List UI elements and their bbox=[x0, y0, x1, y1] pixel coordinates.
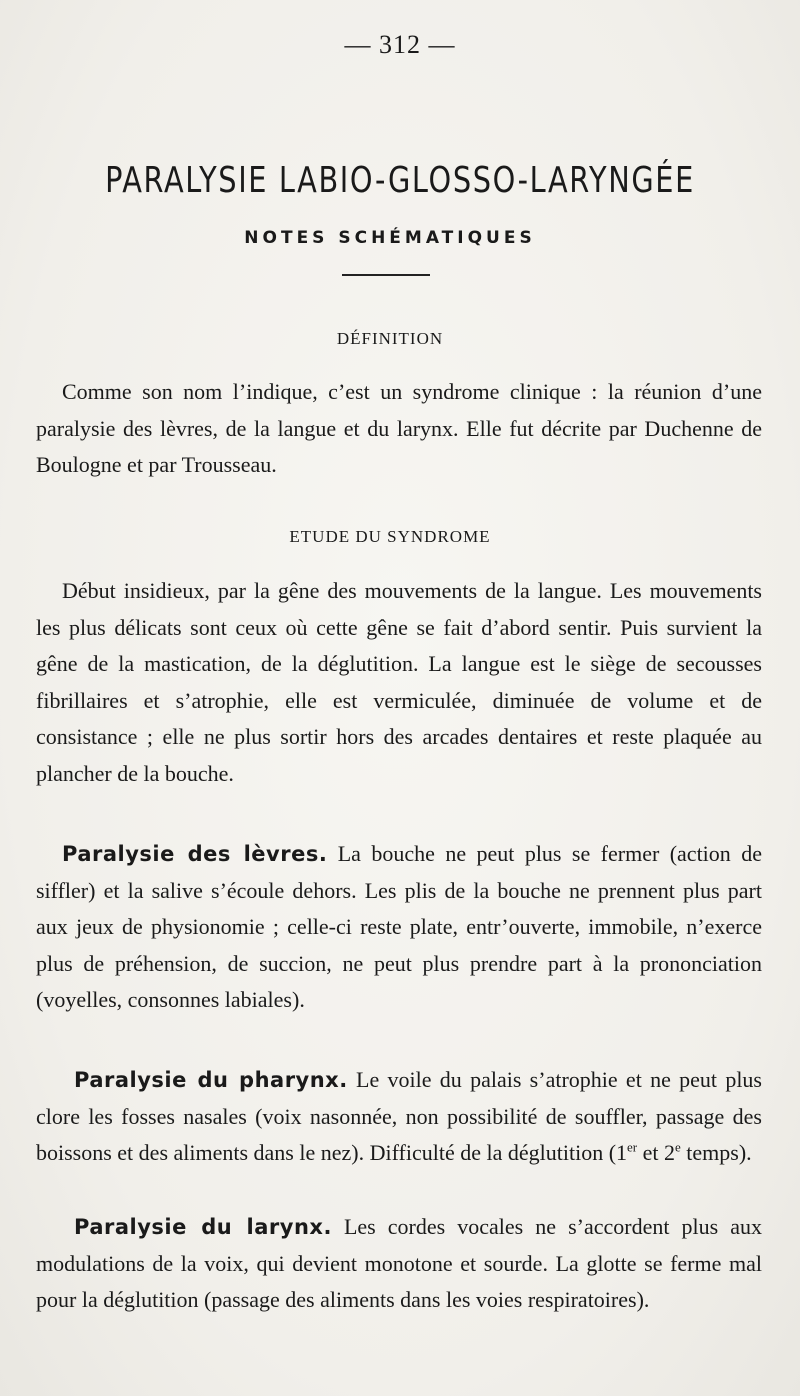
paragraph-pharynx bbox=[36, 1062, 762, 1172]
paragraph-text: temps). bbox=[680, 1140, 752, 1165]
paragraph-lead: Paralysie du larynx. bbox=[74, 1215, 332, 1239]
divider-rule bbox=[342, 274, 430, 276]
paragraph-text: Le voile du palais s’atrophie et ne peut plus clore les fosses nasales (voix nasonnée, non possibilité de souffler, passage des boissons et des aliments dans le nez). Difficulté de la déglutition ( bbox=[36, 1067, 762, 1165]
paragraph-text: Les cordes vocales ne s’accordent plus aux modulations de la voix, qui devient monotone et sourde. La glotte se ferme mal pour la déglutition (passage des aliments dans les voies respiratoires). bbox=[36, 1214, 762, 1312]
paragraph-text: et bbox=[637, 1140, 665, 1165]
page-number: — 312 — bbox=[344, 30, 456, 59]
paragraph-lead: Paralysie des lèvres. bbox=[62, 842, 328, 866]
ordinal-number: 1 bbox=[616, 1140, 628, 1165]
paragraph-text: La bouche ne peut plus se fermer (action de siffler) et la salive s’écoule dehors. Les plis de la bouche ne prennent plus part aux jeux de physionomie ; celle-ci reste plate, entr’ouverte, immobile, n’exerce plus de préhension, de succion, ne peut plus prendre part à la prononciation (voyelles, consonnes labiales). bbox=[36, 841, 762, 1012]
chapter-title: PARALYSIE LABIO-GLOSSO-LARYNGÉE bbox=[105, 160, 695, 201]
paragraph-lead: Paralysie du pharynx. bbox=[74, 1068, 348, 1092]
paragraph-larynx bbox=[36, 1209, 762, 1319]
paragraph-debut: Début insidieux, par la gêne des mouvements de la langue. Les mouvements les plus délicats sont ceux où cette gêne se fait d’abord sentir. Puis survient la gêne de la mastication, de la déglutition. La langue est le siège de secousses fibrillaires et s’atrophie, elle est vermiculée, diminuée de volume et de consistance ; elle ne plus sortir hors des arcades dentaires et reste plaquée au plancher de la bouche. bbox=[36, 578, 762, 786]
ordinal-suffix: er bbox=[627, 1139, 638, 1155]
paragraph-definition: Comme son nom l’indique, c’est un syndrome clinique : la réunion d’une paralysie des lèvres, de la langue et du larynx. Elle fut décrite par Duchenne de Boulogne et par Trousseau. bbox=[36, 379, 762, 477]
ordinal-suffix: e bbox=[675, 1139, 681, 1155]
paragraph-levres bbox=[36, 836, 762, 1019]
section-heading-etude: ETUDE DU SYNDROME bbox=[289, 527, 491, 546]
chapter-subtitle: NOTES SCHÉMATIQUES bbox=[244, 228, 536, 248]
ordinal-number: 2 bbox=[664, 1140, 676, 1165]
section-heading-definition: DÉFINITION bbox=[336, 329, 444, 348]
